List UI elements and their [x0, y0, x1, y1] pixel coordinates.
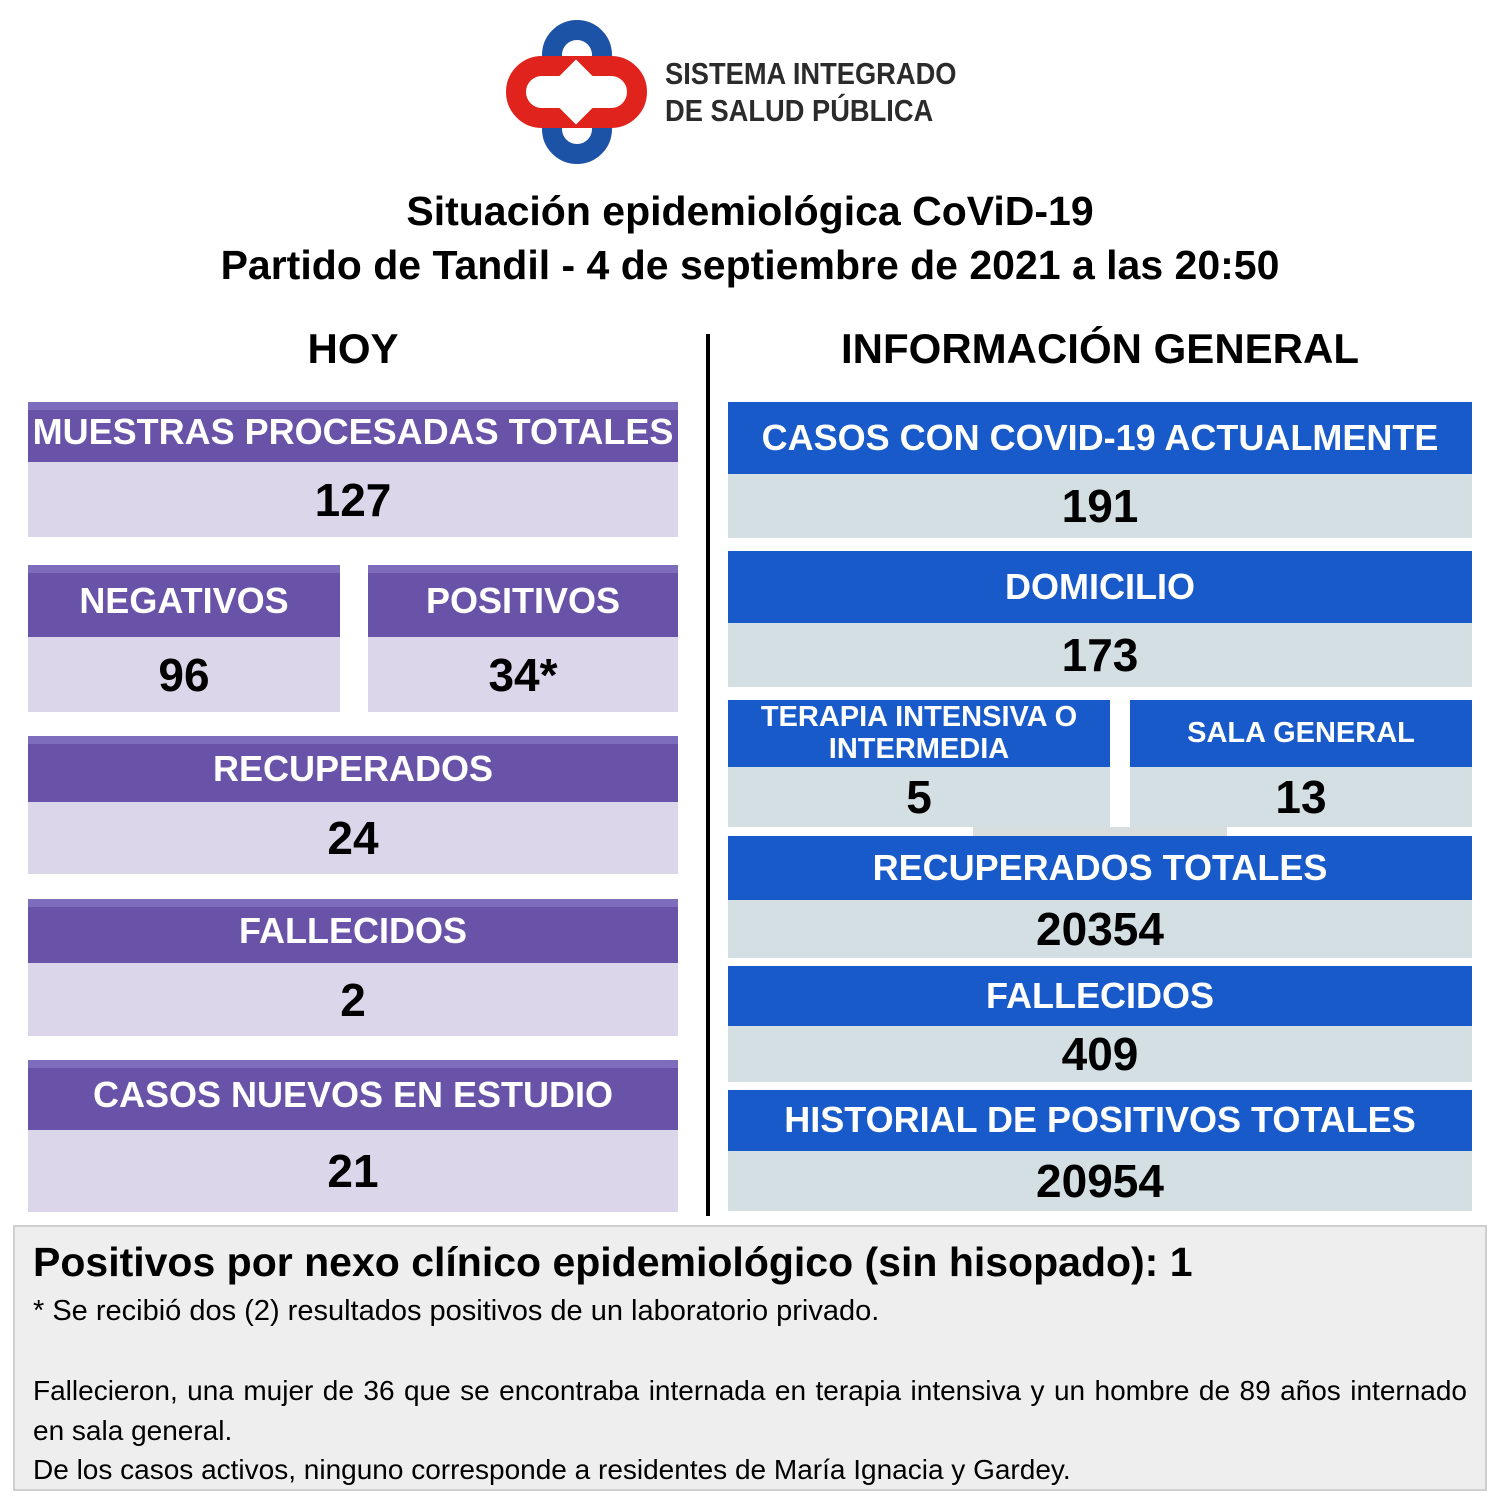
stat-terapia-label-text: TERAPIA INTENSIVA O INTERMEDIA: [760, 701, 1078, 765]
page-title-line1: Situación epidemiológica CoViD-19: [406, 188, 1094, 234]
footer-paragraph-casos-activos: De los casos activos, ninguno corresponde a residentes de María Ignacia y Gardey.: [33, 1454, 1071, 1486]
stat-muestras-value: 127: [28, 462, 678, 537]
stat-fallecidos-hoy-label: FALLECIDOS: [28, 899, 678, 963]
footer-notes: [13, 1225, 1487, 1491]
stat-terapia-value: 5: [728, 767, 1110, 827]
stat-historial-positivos-label: HISTORIAL DE POSITIVOS TOTALES: [728, 1090, 1472, 1151]
stat-casos-actuales-label: CASOS CON COVID-19 ACTUALMENTE: [728, 402, 1472, 474]
stat-terapia-label: [728, 700, 1110, 767]
stat-sala-general-value: 13: [1130, 767, 1472, 827]
footer-asterisk-note: * Se recibió dos (2) resultados positivos de un laboratorio privado.: [33, 1295, 880, 1328]
page-title-line2: Partido de Tandil - 4 de septiembre de 2021 a las 20:50: [220, 242, 1280, 289]
stat-positivos-label: POSITIVOS: [368, 565, 678, 637]
stat-muestras-procesadas: [28, 402, 678, 537]
stat-recuperados-hoy: [28, 736, 678, 874]
stat-historial-positivos: [728, 1090, 1472, 1211]
informacion-general-heading: INFORMACIÓN GENERAL: [841, 325, 1359, 372]
stat-recuperados-totales: [728, 836, 1472, 958]
column-hoy: [28, 326, 678, 1212]
column-divider: [706, 334, 710, 1216]
stat-fallecidos-totales-value: 409: [728, 1026, 1472, 1082]
stat-sala-general-label: SALA GENERAL: [1130, 700, 1472, 767]
stat-domicilio: [728, 551, 1472, 687]
logo-org-line2: DE SALUD PÚBLICA: [664, 93, 934, 128]
internaciones-row: [728, 700, 1472, 827]
health-system-logo-icon: [504, 20, 649, 164]
logo-org-name: [665, 55, 957, 129]
stat-fallecidos-hoy-value: 2: [28, 963, 678, 1036]
stat-fallecidos-hoy: [28, 899, 678, 1036]
stat-casos-nuevos-label: CASOS NUEVOS EN ESTUDIO: [28, 1060, 678, 1130]
hoy-heading: HOY: [307, 325, 399, 372]
stat-muestras-label: MUESTRAS PROCESADAS TOTALES: [28, 402, 678, 462]
footer-paragraph-fallecidos: Fallecieron, una mujer de 36 que se encontraba internada en terapia intensiva y un hombre de 89 años internado en sala general.: [33, 1374, 1467, 1446]
stat-domicilio-value: 173: [728, 623, 1472, 687]
stat-positivos: [368, 565, 678, 712]
stat-casos-actuales: [728, 402, 1472, 538]
stat-fallecidos-totales: [728, 966, 1472, 1082]
stat-positivos-value: 34*: [368, 637, 678, 712]
logo-block: [0, 14, 1500, 170]
page-title: [0, 184, 1500, 292]
stat-recuperados-totales-value: 20354: [728, 900, 1472, 958]
column-informacion-general: [728, 326, 1472, 1211]
stat-terapia-intensiva: [728, 700, 1110, 827]
footer-headline: Positivos por nexo clínico epidemiológico (sin hisopado): 1: [33, 1239, 1193, 1285]
background-sliver: [973, 827, 1227, 836]
logo-org-line1: SISTEMA INTEGRADO: [664, 55, 957, 91]
stat-fallecidos-totales-label: FALLECIDOS: [728, 966, 1472, 1026]
stat-recuperados-totales-label: RECUPERADOS TOTALES: [728, 836, 1472, 900]
stat-negativos-value: 96: [28, 637, 340, 712]
stat-casos-nuevos-value: 21: [28, 1130, 678, 1212]
stat-recuperados-hoy-value: 24: [28, 802, 678, 874]
stat-casos-nuevos-estudio: [28, 1060, 678, 1212]
stat-historial-positivos-value: 20954: [728, 1151, 1472, 1211]
stat-negativos-label: NEGATIVOS: [28, 565, 340, 637]
stat-negativos: [28, 565, 340, 712]
stat-domicilio-label: DOMICILIO: [728, 551, 1472, 623]
stat-recuperados-hoy-label: RECUPERADOS: [28, 736, 678, 802]
hoy-negativos-positivos-row: [28, 565, 678, 712]
stat-sala-general: [1130, 700, 1472, 827]
stat-casos-actuales-value: 191: [728, 474, 1472, 538]
